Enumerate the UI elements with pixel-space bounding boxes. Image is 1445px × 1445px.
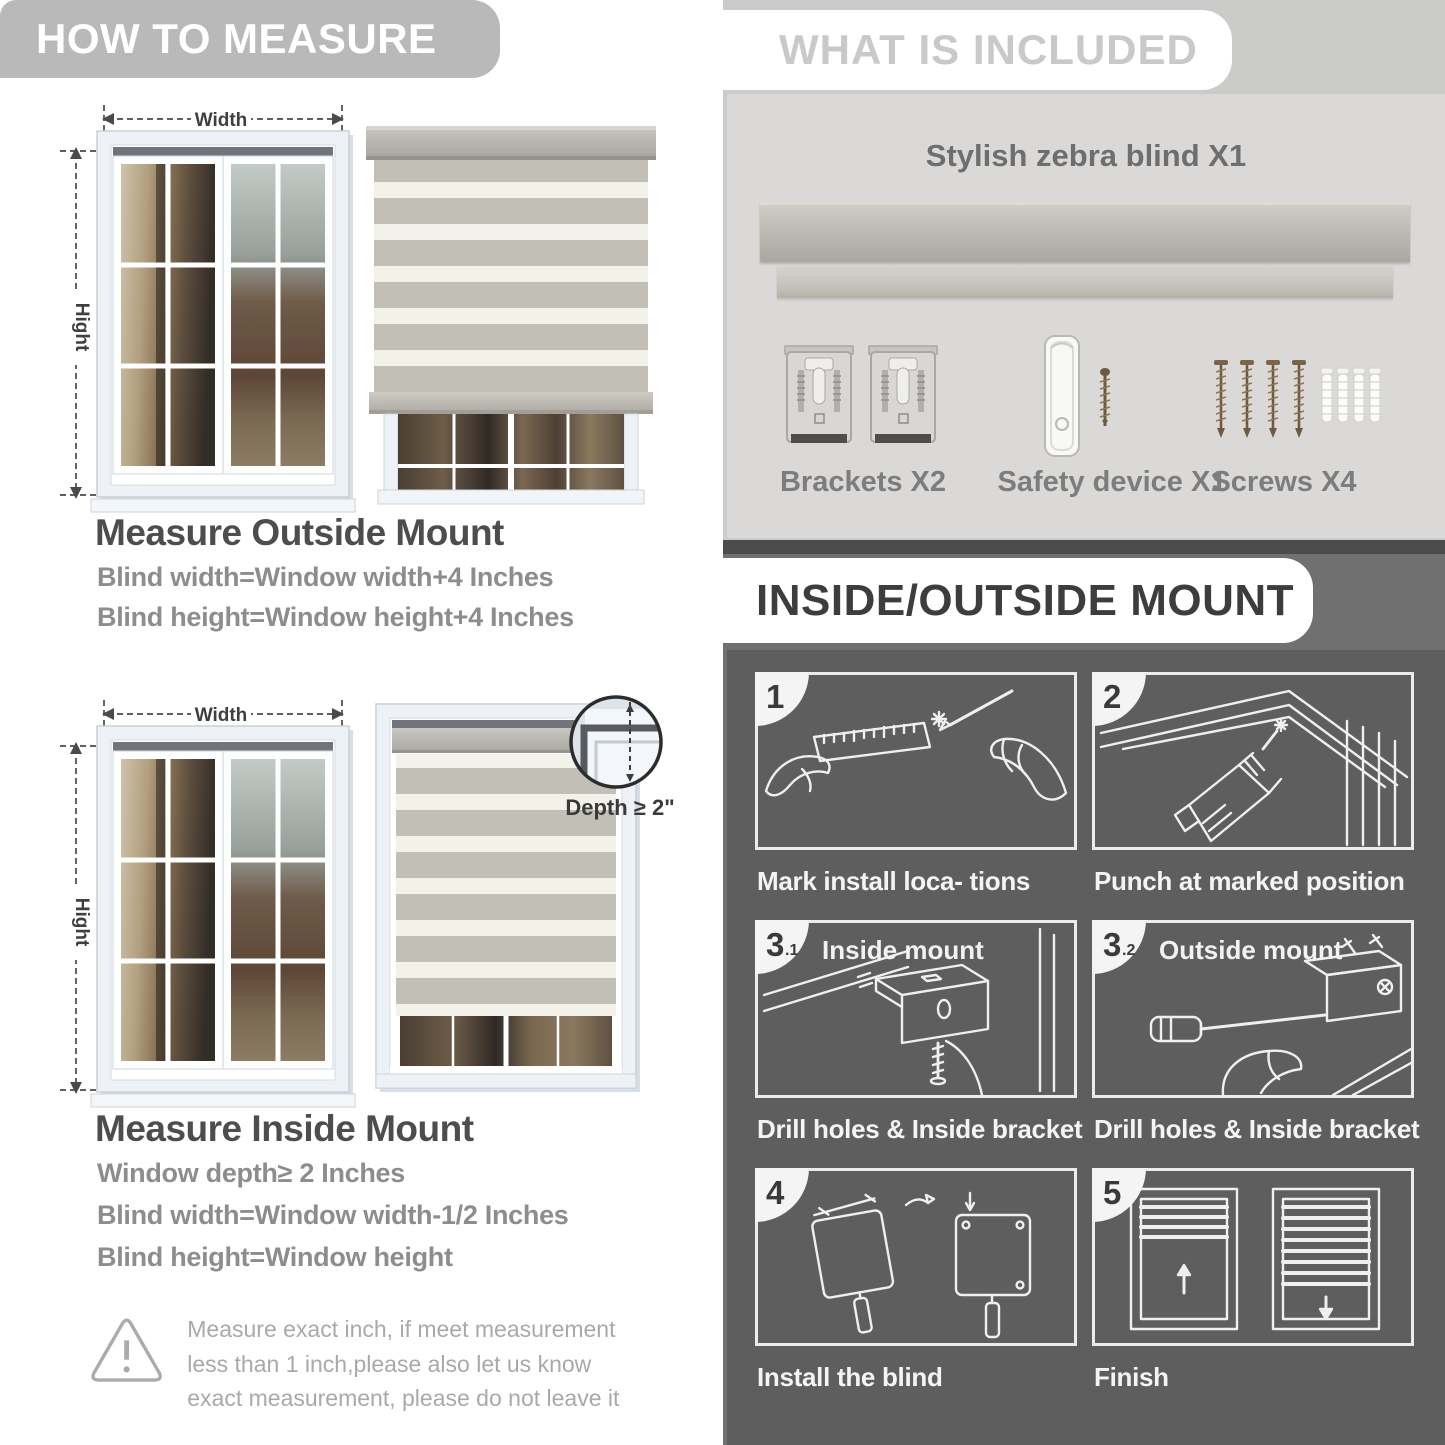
drill-illustration — [1095, 675, 1411, 847]
outside-width-formula: Blind width=Window width+4 Inches — [97, 562, 554, 592]
brackets-image — [783, 340, 943, 460]
step-3-2-title: Outside mount — [1159, 935, 1343, 965]
step-5-badge: 5 — [1092, 1168, 1146, 1222]
step-1-tile — [755, 672, 1077, 850]
step-3-2-badge: 3 .2 — [1092, 920, 1146, 974]
inside-mount-blind-illustration — [368, 684, 698, 1108]
inside-outside-mount-header: INSIDE/OUTSIDE MOUNT — [723, 558, 1313, 643]
step-5-caption: Finish — [1094, 1362, 1169, 1392]
inside-height-formula: Blind height=Window height — [97, 1242, 453, 1272]
mark-locations-illustration — [758, 675, 1074, 847]
blind-headrail-image — [760, 202, 1410, 262]
blind-bottomrail-image — [777, 265, 1393, 298]
step-2-tile — [1092, 672, 1414, 850]
step-3-1-tile — [755, 920, 1077, 1098]
step-1-caption: Mark install loca- tions — [757, 866, 1031, 896]
outside-mount-blind-illustration — [366, 114, 656, 506]
screws-label: Screws X4 — [1211, 466, 1357, 498]
outside-height-formula: Blind height=Window height+4 Inches — [97, 602, 574, 632]
safety-device-image — [1027, 332, 1137, 466]
finish-illustration — [1095, 1171, 1411, 1343]
step-4-caption: Install the blind — [757, 1362, 943, 1392]
product-label: Stylish zebra blind X1 — [925, 138, 1247, 173]
step-4-badge: 4 — [755, 1168, 809, 1222]
step-1-badge: 1 — [755, 672, 809, 726]
step-3-1-badge: 3 .1 — [755, 920, 809, 974]
outside-mount-window-diagram — [52, 103, 402, 515]
brackets-label: Brackets X2 — [779, 466, 947, 498]
included-panel — [727, 94, 1445, 538]
safety-device-label: Safety device X1 — [997, 466, 1227, 498]
height-dimension-label: Hight — [71, 302, 92, 352]
outside-mount-heading: Measure Outside Mount — [95, 512, 504, 553]
mount-steps-panel — [727, 650, 1445, 1445]
inside-mount-heading: Measure Inside Mount — [95, 1108, 474, 1149]
step-2-badge: 2 — [1092, 672, 1146, 726]
inside-mount-window-diagram — [52, 698, 402, 1110]
step-2-caption: Punch at marked position — [1094, 866, 1405, 896]
step-3-1-caption: Drill holes & Inside bracket — [757, 1114, 1083, 1144]
warning-text: Measure exact inch, if meet measurement less than 1 inch,please also let us know exact measurement, please do not leave it — [187, 1316, 620, 1411]
height-dimension-label: Hight — [71, 897, 92, 947]
exclamation-triangle-icon — [88, 1312, 165, 1392]
width-dimension-label: Width — [194, 705, 248, 726]
step-4-tile — [755, 1168, 1077, 1346]
screws-image — [1205, 344, 1381, 456]
width-dimension-label: Width — [194, 110, 248, 131]
install-blind-illustration — [758, 1171, 1074, 1343]
mount-section-divider — [723, 540, 1445, 554]
step-3-2-tile — [1092, 920, 1414, 1098]
depth-label: Depth ≥ 2" — [565, 795, 675, 820]
step-3-2-caption: Drill holes & Inside bracket — [1094, 1114, 1420, 1144]
what-is-included-header: WHAT IS INCLUDED — [723, 10, 1232, 90]
step-5-tile — [1092, 1168, 1414, 1346]
inside-depth-rule: Window depth≥ 2 Inches — [97, 1158, 405, 1188]
inside-width-formula: Blind width=Window width-1/2 Inches — [97, 1200, 569, 1230]
measure-warning — [88, 1312, 628, 1416]
how-to-measure-header: HOW TO MEASURE — [0, 0, 500, 78]
step-3-1-title: Inside mount — [822, 935, 984, 965]
